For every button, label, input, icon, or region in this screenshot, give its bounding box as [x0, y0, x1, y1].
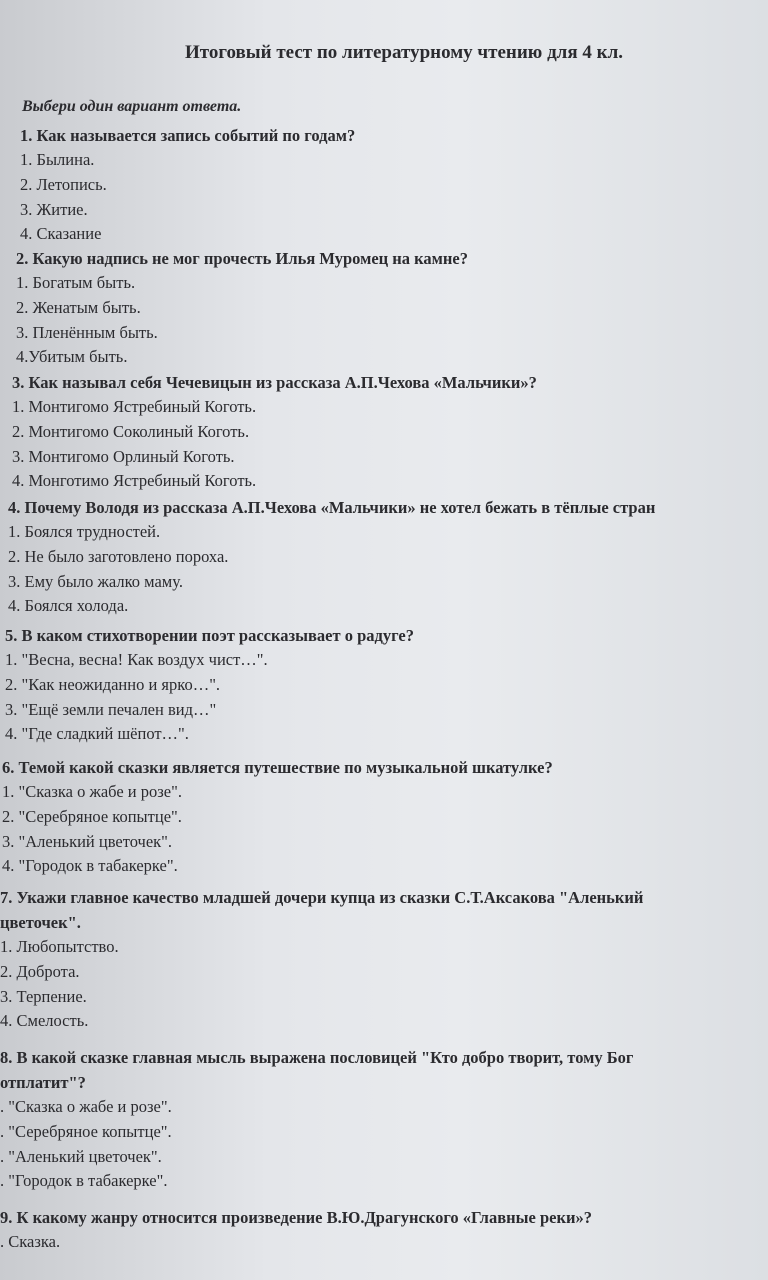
- answer-option: 2. Летопись.: [20, 174, 107, 194]
- answer-option: 4.Убитым быть.: [16, 347, 128, 367]
- question-text: 2. Какую надпись не мог прочесть Илья Муромец на камне?: [16, 249, 468, 268]
- question-text: 3. Как называл себя Чечевицын из рассказа А.П.Чехова «Мальчики»?: [12, 373, 537, 392]
- instruction: Выбери один вариант ответа.: [22, 98, 242, 115]
- answer-option: . "Аленький цветочек".: [0, 1146, 162, 1166]
- answer-option: 3. Ему было жалко маму.: [8, 571, 183, 591]
- answer-option: 4. Смелость.: [0, 1011, 89, 1031]
- answer-option: 4. Боялся холода.: [8, 596, 129, 616]
- answer-option: 2. Доброта.: [0, 961, 80, 981]
- question-9: [0, 1205, 592, 1255]
- answer-option: 1. Любопытство.: [0, 937, 119, 956]
- answer-option: 2. Монтигомо Соколиный Коготь.: [12, 421, 250, 441]
- question-8: [0, 1045, 633, 1194]
- question-7: [0, 885, 643, 1034]
- answer-option: 2. Женатым быть.: [16, 297, 141, 317]
- answer-option: 2. Не было заготовлено пороха.: [8, 546, 229, 566]
- question-4: [8, 495, 655, 619]
- answer-option: 1. Былина.: [20, 150, 95, 169]
- answer-option: . "Городок в табакерке".: [0, 1171, 168, 1191]
- answer-option: . "Сказка о жабе и розе".: [0, 1097, 172, 1116]
- answer-option: 3. Терпение.: [0, 986, 87, 1006]
- question-text: 6. Темой какой сказки является путешествие по музыкальной шкатулке?: [2, 758, 553, 777]
- answer-option: 4. Сказание: [20, 224, 102, 244]
- answer-option: 2. "Как неожиданно и ярко…".: [5, 674, 221, 694]
- answer-option: 1. "Весна, весна! Как воздух чист…".: [5, 650, 268, 669]
- question-text: 1. Как называется запись событий по годам?: [20, 126, 356, 145]
- question-text-continued: отплатит"?: [0, 1073, 86, 1092]
- answer-option: 1. Боялся трудностей.: [8, 522, 161, 541]
- answer-option: . "Серебряное копытце".: [0, 1121, 172, 1141]
- answer-option: 3. "Аленький цветочек".: [2, 831, 173, 851]
- question-text: 5. В каком стихотворении поэт рассказывает о радуге?: [5, 626, 414, 645]
- question-text: 4. Почему Володя из рассказа А.П.Чехова «Мальчики» не хотел бежать в тёплые стран: [8, 498, 656, 517]
- answer-option: 4. "Городок в табакерке".: [2, 856, 178, 876]
- answer-option: 2. "Серебряное копытце".: [2, 806, 182, 826]
- question-text: 7. Укажи главное качество младшей дочери купца из сказки С.Т.Аксакова "Аленький: [0, 888, 644, 907]
- question-6: [2, 755, 553, 879]
- question-text: 9. К какому жанру относится произведение В.Ю.Драгунского «Главные реки»?: [0, 1208, 592, 1227]
- answer-option: 1. Монтигомо Ястребиный Коготь.: [12, 397, 257, 416]
- question-text: 8. В какой сказке главная мысль выражена пословицей "Кто добро творит, тому Бог: [0, 1048, 634, 1067]
- answer-option: 4. "Где сладкий шёпот…".: [5, 724, 189, 744]
- answer-option: 4. Монготимо Ястребиный Коготь.: [12, 471, 257, 491]
- answer-option: . Сказка.: [0, 1232, 61, 1251]
- answer-option: 3. Житие.: [20, 199, 88, 219]
- question-text-continued: цветочек".: [0, 913, 81, 932]
- answer-option: 1. Богатым быть.: [16, 273, 136, 292]
- answer-option: 3. Монтигомо Орлиный Коготь.: [12, 446, 235, 466]
- question-5: [5, 623, 414, 747]
- question-1: [20, 123, 355, 247]
- answer-option: 1. "Сказка о жабе и розе".: [2, 782, 182, 801]
- page-title: Итоговый тест по литературному чтению для 4 кл.: [185, 42, 623, 63]
- answer-option: 3. "Ещё земли печален вид…": [5, 699, 217, 719]
- question-2: [16, 246, 468, 370]
- question-3: [12, 370, 537, 494]
- answer-option: 3. Пленённым быть.: [16, 322, 158, 342]
